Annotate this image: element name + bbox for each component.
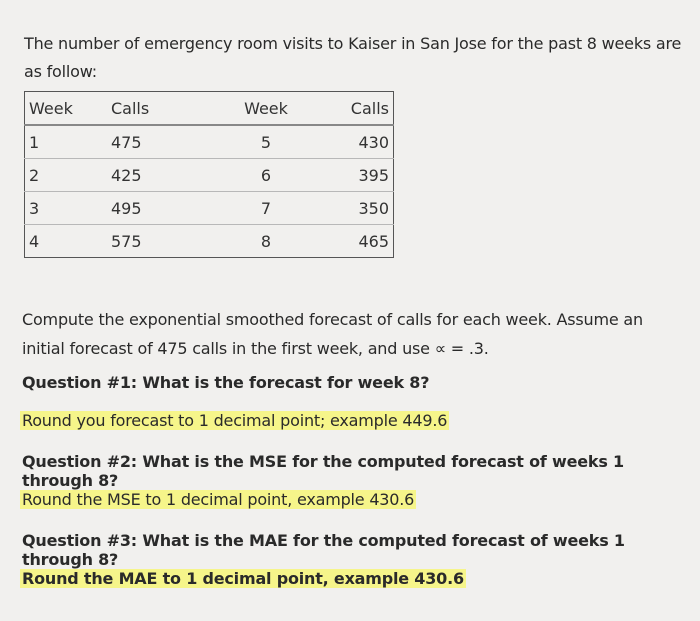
table-cell: 495 [87, 192, 221, 225]
table-cell: 575 [87, 225, 221, 258]
table-cell: 475 [87, 125, 221, 159]
header-calls-1: Calls [87, 92, 221, 126]
table-cell: 7 [221, 192, 311, 225]
table-cell: 2 [25, 159, 88, 192]
table-header-row [25, 92, 394, 126]
table-row [25, 125, 394, 159]
calls-table [24, 91, 394, 258]
question-2-hint: Round the MSE to 1 decimal point, example 430.6 [22, 490, 415, 509]
table-cell: 430 [311, 125, 394, 159]
table-cell: 425 [87, 159, 221, 192]
header-week-1: Week [25, 92, 88, 126]
table-cell: 395 [311, 159, 394, 192]
intro-text: The number of emergency room visits to Kaiser in San Jose for the past 8 weeks are as follow: [24, 34, 682, 81]
header-calls-2: Calls [311, 92, 394, 126]
header-week-2: Week [221, 92, 311, 126]
question-3-hint: Round the MAE to 1 decimal point, example 430.6 [22, 569, 464, 588]
table-cell: 8 [221, 225, 311, 258]
table-cell: 5 [221, 125, 311, 159]
table-row [25, 225, 394, 258]
table-cell: 6 [221, 159, 311, 192]
question-2: Question #2: What is the MSE for the computed forecast of weeks 1 through 8? [22, 452, 624, 490]
table-cell: 350 [311, 192, 394, 225]
question-1-hint: Round you forecast to 1 decimal point; example 449.6 [22, 411, 448, 430]
table-row [25, 159, 394, 192]
question-3: Question #3: What is the MAE for the computed forecast of weeks 1 through 8? [22, 531, 625, 569]
question-1: Question #1: What is the forecast for week 8? [22, 373, 430, 392]
table-cell: 4 [25, 225, 88, 258]
table-cell: 465 [311, 225, 394, 258]
instructions-text: Compute the exponential smoothed forecast of calls for each week. Assume an initial forecast of 475 calls in the first week, and use ∝ = .3. [22, 310, 643, 358]
table-row [25, 192, 394, 225]
table-cell: 3 [25, 192, 88, 225]
table-cell: 1 [25, 125, 88, 159]
